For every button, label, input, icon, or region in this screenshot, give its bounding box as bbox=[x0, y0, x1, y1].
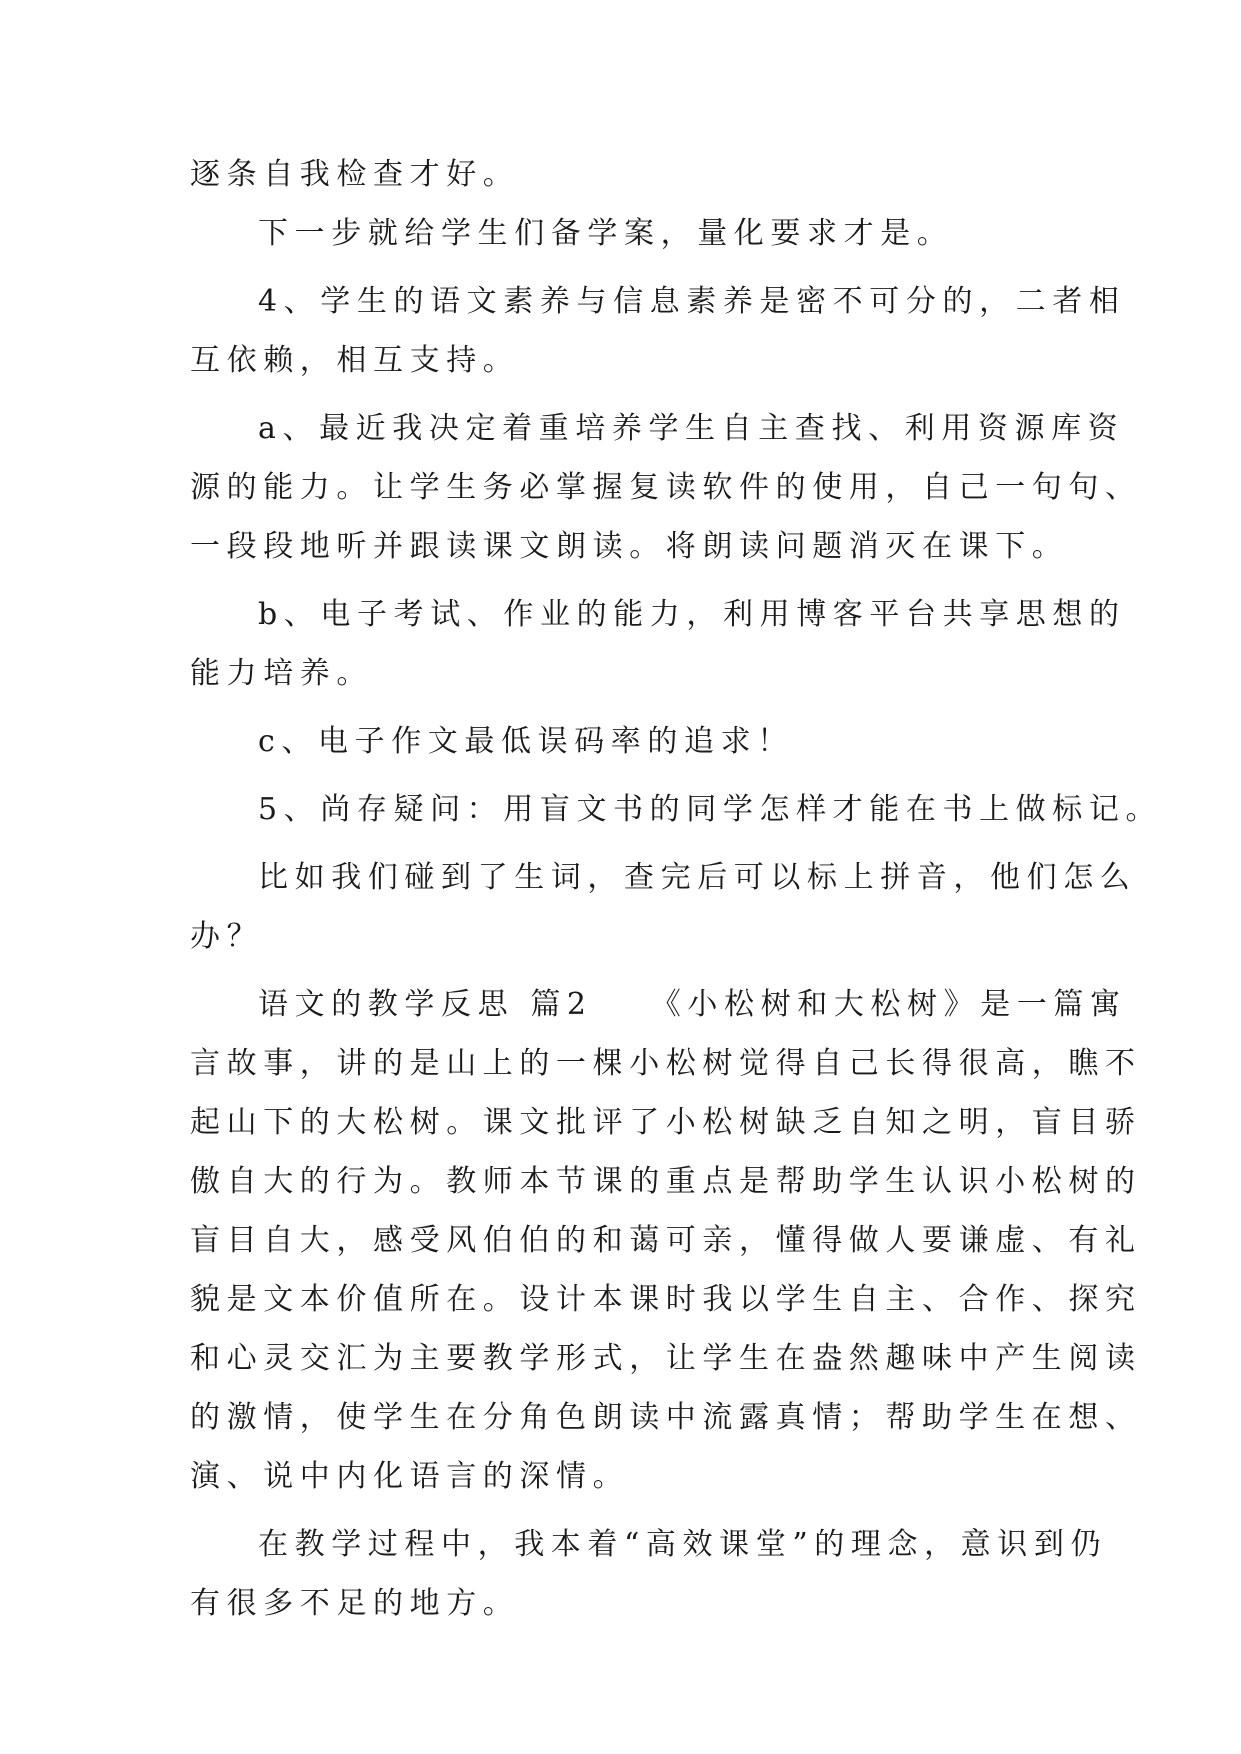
text-line: 貌是文本价值所在。设计本课时我以学生自主、合作、探究 bbox=[190, 1282, 1142, 1317]
text-line: 源的能力。让学生务必掌握复读软件的使用，自己一句句、 bbox=[190, 470, 1142, 505]
text-line: 言故事，讲的是山上的一棵小松树觉得自己长得很高，瞧不 bbox=[190, 1046, 1142, 1081]
text-line: 5、尚存疑问：用盲文书的同学怎样才能在书上做标记。 bbox=[258, 792, 1163, 827]
text-line: 办？ bbox=[190, 919, 264, 954]
text-line: 的激情，使学生在分角色朗读中流露真情；帮助学生在想、 bbox=[190, 1400, 1142, 1435]
text-line: 傲自大的行为。教师本节课的重点是帮助学生认识小松树的 bbox=[190, 1164, 1142, 1199]
text-line: 语文的教学反思 篇2 《小松树和大松树》是一篇寓 bbox=[258, 987, 1127, 1022]
text-line: 比如我们碰到了生词，查完后可以标上拼音，他们怎么 bbox=[258, 860, 1137, 895]
text-line: 演、说中内化语言的深情。 bbox=[190, 1459, 630, 1494]
text-line: a、最近我决定着重培养学生自主查找、利用资源库资 bbox=[258, 411, 1125, 446]
text-line: 4、学生的语文素养与信息素养是密不可分的，二者相 bbox=[258, 284, 1126, 319]
text-line: 一段段地听并跟读课文朗读。将朗读问题消灭在课下。 bbox=[190, 529, 1069, 564]
text-line: 下一步就给学生们备学案，量化要求才是。 bbox=[258, 216, 954, 251]
text-line: b、电子考试、作业的能力，利用博客平台共享思想的 bbox=[258, 597, 1126, 632]
text-line: 能力培养。 bbox=[190, 656, 373, 691]
text-line: 和心灵交汇为主要教学形式，让学生在盎然趣味中产生阅读 bbox=[190, 1341, 1142, 1376]
text-line: 逐条自我检查才好。 bbox=[190, 157, 520, 192]
text-line: 互依赖，相互支持。 bbox=[190, 343, 520, 378]
text-line: 盲目自大，感受风伯伯的和蔼可亲，懂得做人要谦虚、有礼 bbox=[190, 1223, 1142, 1258]
text-line: 在教学过程中，我本着“高效课堂”的理念，意识到仍 bbox=[258, 1527, 1108, 1562]
text-line: 起山下的大松树。课文批评了小松树缺乏自知之明，盲目骄 bbox=[190, 1105, 1142, 1140]
text-line: 有很多不足的地方。 bbox=[190, 1586, 520, 1621]
text-line: c、电子作文最低误码率的追求！ bbox=[258, 724, 794, 759]
